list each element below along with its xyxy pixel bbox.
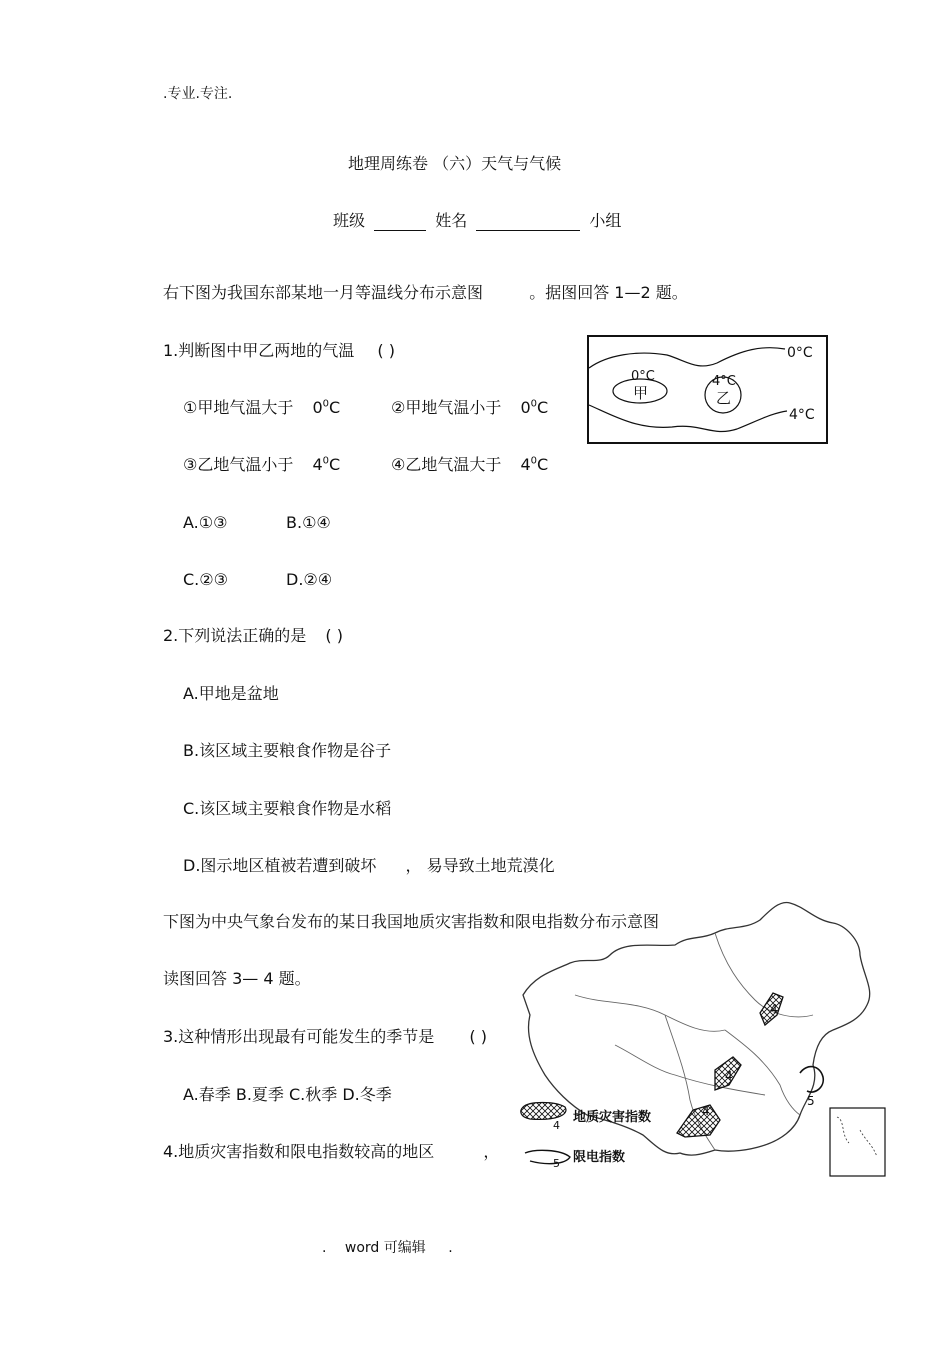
q1-option-1 [183, 398, 340, 418]
footer-left-dot: . [322, 1240, 327, 1256]
class-blank[interactable] [374, 212, 426, 231]
question-3-stem [163, 1027, 487, 1047]
group-label: 小组 [589, 211, 622, 230]
province-boundary [715, 933, 813, 1017]
q1-option-1-temp: $0^0C$ [312, 398, 341, 417]
q1-option-4 [391, 455, 548, 475]
q2-choice-d-tail: ， 易导致土地荒漠化 [405, 856, 555, 875]
page-header: .专业.专注. [163, 86, 233, 102]
hazard-region-southwest [677, 1105, 720, 1137]
province-boundary [575, 995, 725, 1031]
south-china-sea-inset [830, 1108, 885, 1176]
q1-option-2 [391, 398, 548, 418]
q1-choice-c[interactable]: C.②③ [183, 570, 228, 589]
isotherm-4c-label: 4°C [789, 407, 815, 423]
q3-stem-text: 3.这种情形出现最有可能发生的季节是 [163, 1027, 435, 1046]
q2-choice-b[interactable]: B.该区域主要粮食作物是谷子 [183, 741, 392, 760]
q1-option-1-text: ①甲地气温大于 [183, 398, 294, 417]
china-hazard-map [515, 895, 890, 1180]
page-title: 地理周练卷 （六）天气与气候 [348, 154, 562, 173]
power-limit-region [800, 1067, 823, 1092]
legend-power-label: 限电指数 [573, 1150, 626, 1165]
intro-1-text: 右下图为我国东部某地一月等温线分布示意图 [163, 283, 484, 302]
legend-hazard-symbol [521, 1103, 566, 1120]
q1-option-4-text: ④乙地气温大于 [391, 455, 502, 474]
intro-paragraph-1 [163, 283, 688, 303]
intro-paragraph-2-line-2: 读图回答 3— 4 题。 [163, 969, 311, 988]
yi-label: 乙 [716, 389, 732, 407]
q2-choice-d-text: D.图示地区植被若遭到破坏 [183, 856, 377, 875]
question-4-stem [163, 1142, 499, 1162]
intro-1-tail: 。据图回答 1—2 题。 [529, 283, 688, 302]
legend-power-symbol [525, 1150, 570, 1163]
q1-option-4-temp: $4^0C$ [520, 455, 549, 474]
footer-right-dot: . [448, 1240, 453, 1256]
province-boundary [615, 1045, 765, 1095]
legend-hazard-label: 地质灾害指数 [573, 1110, 652, 1125]
q1-option-3 [183, 455, 340, 475]
q2-choice-c[interactable]: C.该区域主要粮食作物是水稻 [183, 799, 392, 818]
q1-option-3-text: ③乙地气温小于 [183, 455, 294, 474]
class-label: 班级 [333, 211, 366, 230]
q1-answer-paren: ( ) [377, 341, 395, 360]
q1-stem-text: 1.判断图中甲乙两地的气温 [163, 341, 355, 360]
isotherm-0c-label: 0°C [787, 345, 813, 361]
q2-answer-paren: ( ) [325, 626, 343, 645]
q2-stem-text: 2.下列说法正确的是 [163, 626, 307, 645]
jia-temp-label: 0°C [631, 369, 655, 384]
q1-choice-b[interactable]: B.①④ [286, 513, 331, 532]
region-label-4-north: 4 [770, 1002, 778, 1016]
q2-choice-a[interactable]: A.甲地是盆地 [183, 684, 279, 703]
isotherm-map [587, 335, 828, 444]
q1-option-2-text: ②甲地气温小于 [391, 398, 502, 417]
name-label: 姓名 [435, 211, 468, 230]
q1-choice-a[interactable]: A.①③ [183, 513, 228, 532]
region-label-4-central: 4 [725, 1069, 733, 1083]
student-info-line [333, 211, 621, 231]
page-footer [322, 1238, 453, 1258]
legend-hazard-number: 4 [553, 1119, 560, 1132]
question-2-stem [163, 626, 343, 646]
q3-answer-paren: ( ) [469, 1027, 487, 1046]
question-1-stem [163, 341, 395, 361]
yi-temp-label: 4°C [712, 374, 736, 389]
q2-choice-d[interactable] [183, 856, 555, 876]
jia-label: 甲 [633, 384, 649, 402]
region-label-5: 5 [807, 1094, 815, 1108]
q1-option-3-temp: $4^0C$ [312, 455, 341, 474]
intro-paragraph-2-line-1: 下图为中央气象台发布的某日我国地质灾害指数和限电指数分布示意图 [163, 912, 660, 931]
region-label-4-southwest: 4 [702, 1104, 710, 1118]
q3-options[interactable]: A.春季 B.夏季 C.秋季 D.冬季 [183, 1085, 392, 1104]
q4-comma: ， [483, 1142, 500, 1161]
q4-stem-text: 4.地质灾害指数和限电指数较高的地区 [163, 1142, 435, 1161]
q1-option-2-temp: $0^0C$ [520, 398, 549, 417]
q1-choice-d[interactable]: D.②④ [286, 570, 333, 589]
legend-power-number: 5 [553, 1157, 560, 1170]
name-blank[interactable] [476, 212, 580, 231]
footer-text: word 可编辑 [344, 1240, 426, 1256]
